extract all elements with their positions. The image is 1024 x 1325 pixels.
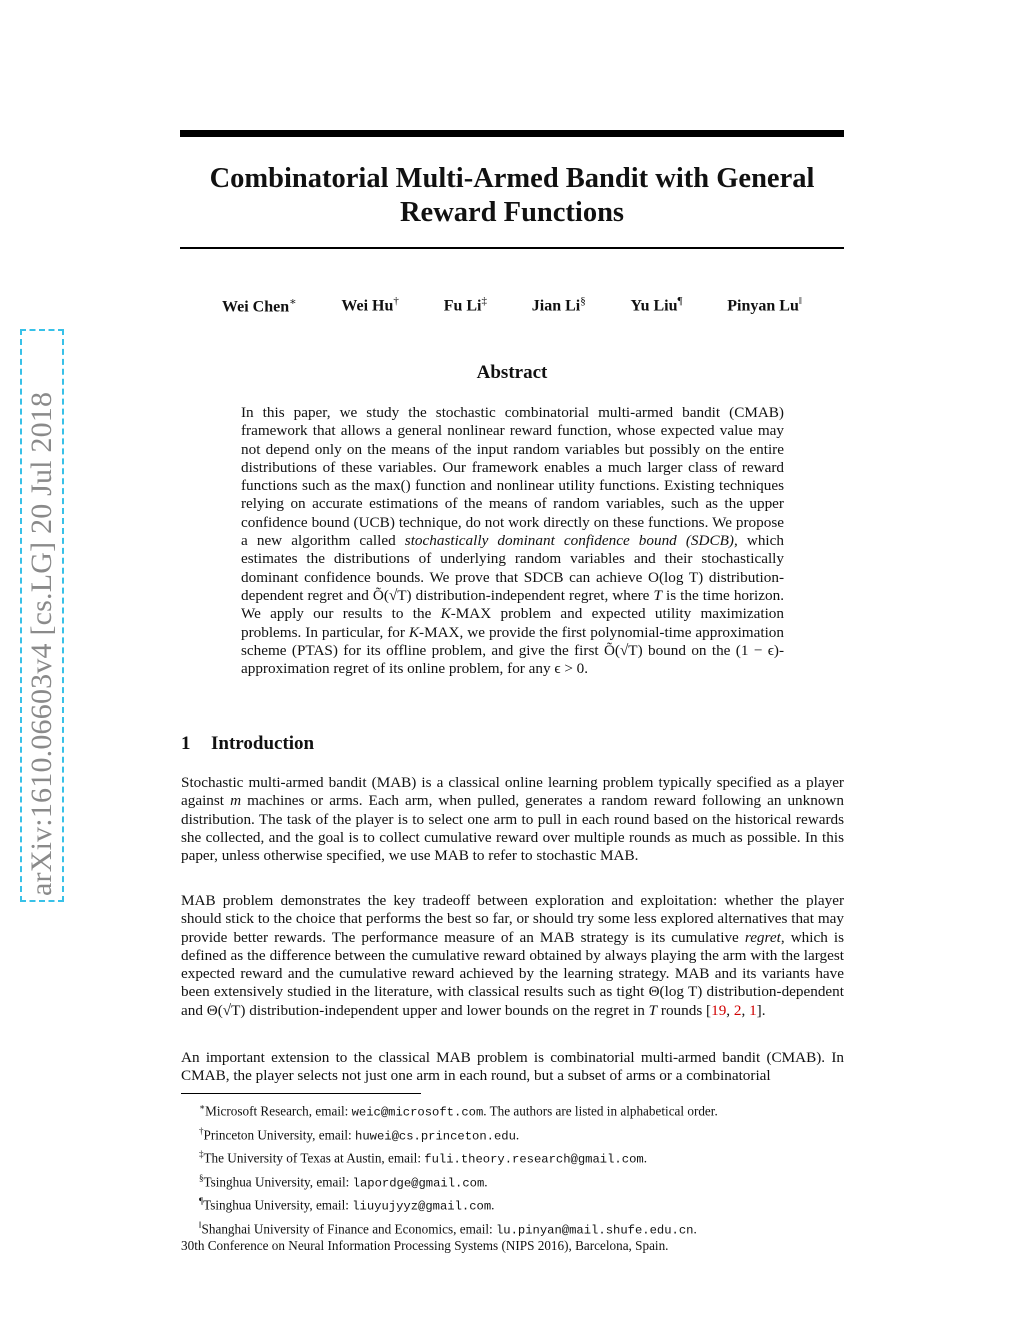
intro-paragraph: MAB problem demonstrates the key tradeoff between exploration and exploitation: whether the player should stick to the choice that performs the best so far, or should try some less explored alternatives that may provide better rewards. The performance measure of an MAB strategy is its cumulative regret, which is defined as the difference between the cumulative reward obtained by always playing the arm with the largest expected reward and the cumulative reward achieved by the learning strategy. MAB and its variants have been extensively studied in the literature, with classical results such as tight Θ(log T) distribution-dependent and Θ(√T) distribution-independent upper and lower bounds on the regret in T rounds [19, 2, 1]. (181, 892, 844, 1019)
citation-link[interactable]: 1 (749, 1001, 757, 1019)
paper-title: Combinatorial Multi-Armed Bandit with General Reward Functions (209, 163, 815, 228)
email-address: lapordge@gmail.com (352, 1176, 485, 1191)
email-address: fuli.theory.research@gmail.com (424, 1152, 644, 1167)
title-top-rule (180, 130, 844, 137)
citation-link[interactable]: 2 (733, 1001, 742, 1019)
author-list (180, 295, 844, 316)
email-address: liuyujyyz@gmail.com (352, 1199, 492, 1214)
footnote: ‖Shanghai University of Finance and Economics, email: lu.pinyan@mail.shufe.edu.cn. (199, 1219, 697, 1238)
email-address: weic@microsoft.com (351, 1105, 484, 1120)
author: Yu Liu¶ (630, 295, 683, 315)
abstract-text: In this paper, we study the stochastic combinatorial multi-armed bandit (CMAB) framework that allows a general nonlinear reward function, whose expected value may not depend only on the means of the input random variables but possibly on the entire distributions of these variables. Our framework enables a much larger class of reward functions such as the max() function and nonlinear utility functions. Existing techniques relying on accurate estimations of the means of random variables, such as the upper confidence bound (UCB) technique, do not work directly on these functions. We propose a new algorithm called stochastically dominant confidence bound (SDCB), which estimates the distributions of underlying random variables and their stochastically dominant confidence bounds. We prove that SDCB can achieve O(log T) distribution-dependent regret and Õ(√T) distribution-independent regret, where T is the time horizon. We apply our results to the K-MAX problem and expected utility maximization problems. In particular, for K-MAX, we provide the first polynomial-time approximation scheme (PTAS) for its offline problem, and give the first Õ(√T) bound on the (1 − ϵ)-approximation regret of its online problem, for any ϵ > 0. (241, 404, 785, 678)
footnote: ∗Microsoft Research, email: weic@microsoft.com. The authors are listed in alphabetical order. (199, 1102, 718, 1120)
conference-note: 30th Conference on Neural Information Processing Systems (NIPS 2016), Barcelona, Spain. (181, 1238, 669, 1253)
email-address: huwei@cs.princeton.edu (355, 1128, 516, 1143)
email-address: lu.pinyan@mail.shufe.edu.cn (495, 1223, 694, 1238)
title-bottom-rule (180, 247, 844, 249)
author: Pinyan Lu‖ (727, 295, 802, 315)
footnote-rule (181, 1093, 421, 1094)
arxiv-identifier[interactable]: arXiv:1610.06603v4 [cs.LG] 20 Jul 2018 (20, 329, 64, 902)
intro-paragraph: An important extension to the classical MAB problem is combinatorial multi-armed bandit (CMAB). In CMAB, the player selects not just one arm in each round, but a subset of arms or a combinatorial (181, 1049, 844, 1085)
footnotes (199, 1098, 718, 1240)
citation-link[interactable]: 19 (711, 1001, 727, 1019)
author: Wei Hu† (341, 295, 399, 315)
author: Wei Chen∗ (222, 296, 297, 316)
intro-paragraph: Stochastic multi-armed bandit (MAB) is a classical online learning problem typically specified as a player against m machines or arms. Each arm, when pulled, generates a random reward following an unknown distribution. The task of the player is to select one arm to pull in each round based on the historical rewards she collected, and the goal is to collect cumulative reward over multiple rounds as much as possible. In this paper, unless otherwise specified, we use MAB to refer to stochastic MAB. (181, 774, 844, 865)
emphasis: stochastically dominant confidence bound (SDCB) (404, 532, 734, 550)
section-heading: 1 Introduction (181, 733, 315, 754)
footnote: †Princeton University, email: huwei@cs.princeton.edu. (199, 1125, 520, 1143)
author: Fu Li‡ (443, 295, 487, 315)
author: Jian Li§ (531, 295, 586, 315)
abstract-heading: Abstract (476, 362, 548, 383)
footnote: ¶Tsinghua University, email: liuyujyyz@gmail.com. (199, 1196, 495, 1214)
footnote: ‡The University of Texas at Austin, email: fuli.theory.research@gmail.com. (199, 1149, 647, 1167)
footnote: §Tsinghua University, email: lapordge@gmail.com. (199, 1172, 488, 1191)
